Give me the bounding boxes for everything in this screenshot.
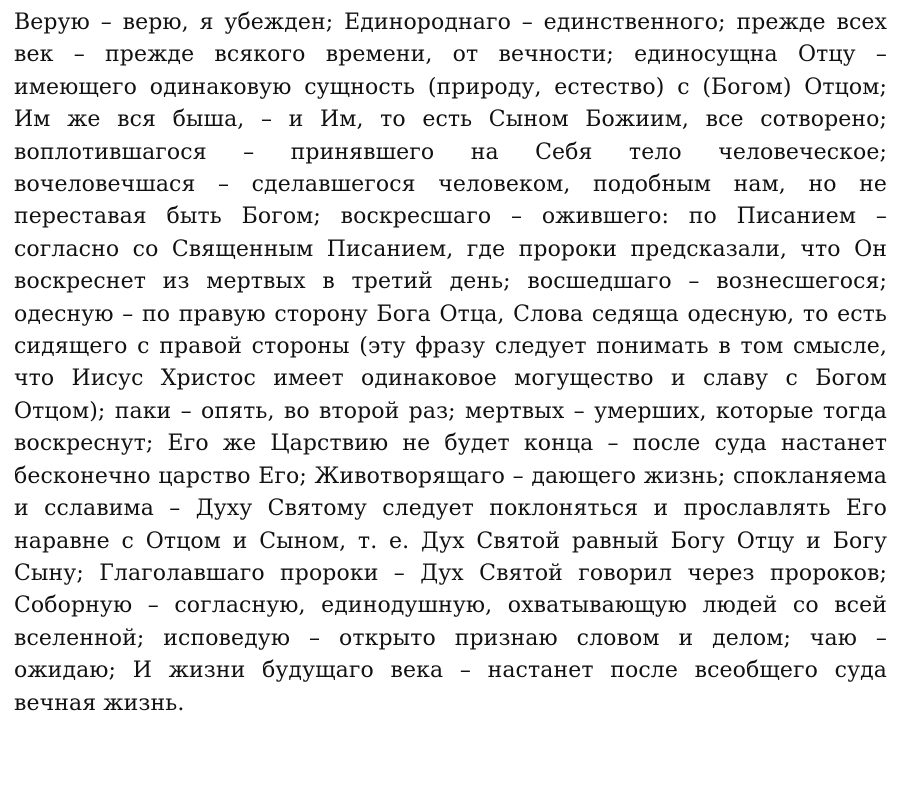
body-paragraph: Верую – верю, я убежден; Единороднаго – единственного; прежде всех век – прежде всякого времени, от вечности; единосущна Отцу – имеющего одинаковую сущность (природу, естество) с (Богом) Отцом; Им же вся быша, – и Им, то есть Сыном Божиим, все сотворено; воплотившагося – принявшего на Себя тело человеческое; вочеловечшася – сделавшегося человеком, подобным нам, но не переставая быть Богом; воскресшаго – ожившего: по Писанием – согласно со Священным Писанием, где пророки предсказали, что Он воскреснет из мертвых в третий день; восшедшаго – вознесшегося; одесную – по правую сторону Бога Отца, Слова седяща одесную, то есть сидящего с правой стороны (эту фразу следует понимать в том смысле, что Иисус Христос имеет одинаковое могущество и славу с Богом Отцом); паки – опять, во второй раз; мертвых – умерших, которые тогда воскреснут; Его же Царствию не будет конца – после суда настанет бесконечно царство Его; Животворящаго – дающего жизнь; спокланяема и сславима – Духу Святому следует поклоняться и прославлять Его наравне с Отцом и Сыном, т. е. Дух Святой равный Богу Отцу и Богу Сыну; Глаголавшаго пророки – Дух Святой говорил через пророков; Соборную – согласную, единодушную, охватывающую людей со всей вселенной; исповедую – открыто признаю словом и делом; чаю – ожидаю; И жизни будущаго века – настанет после всеобщего суда вечная жизнь. (14, 10, 887, 716)
